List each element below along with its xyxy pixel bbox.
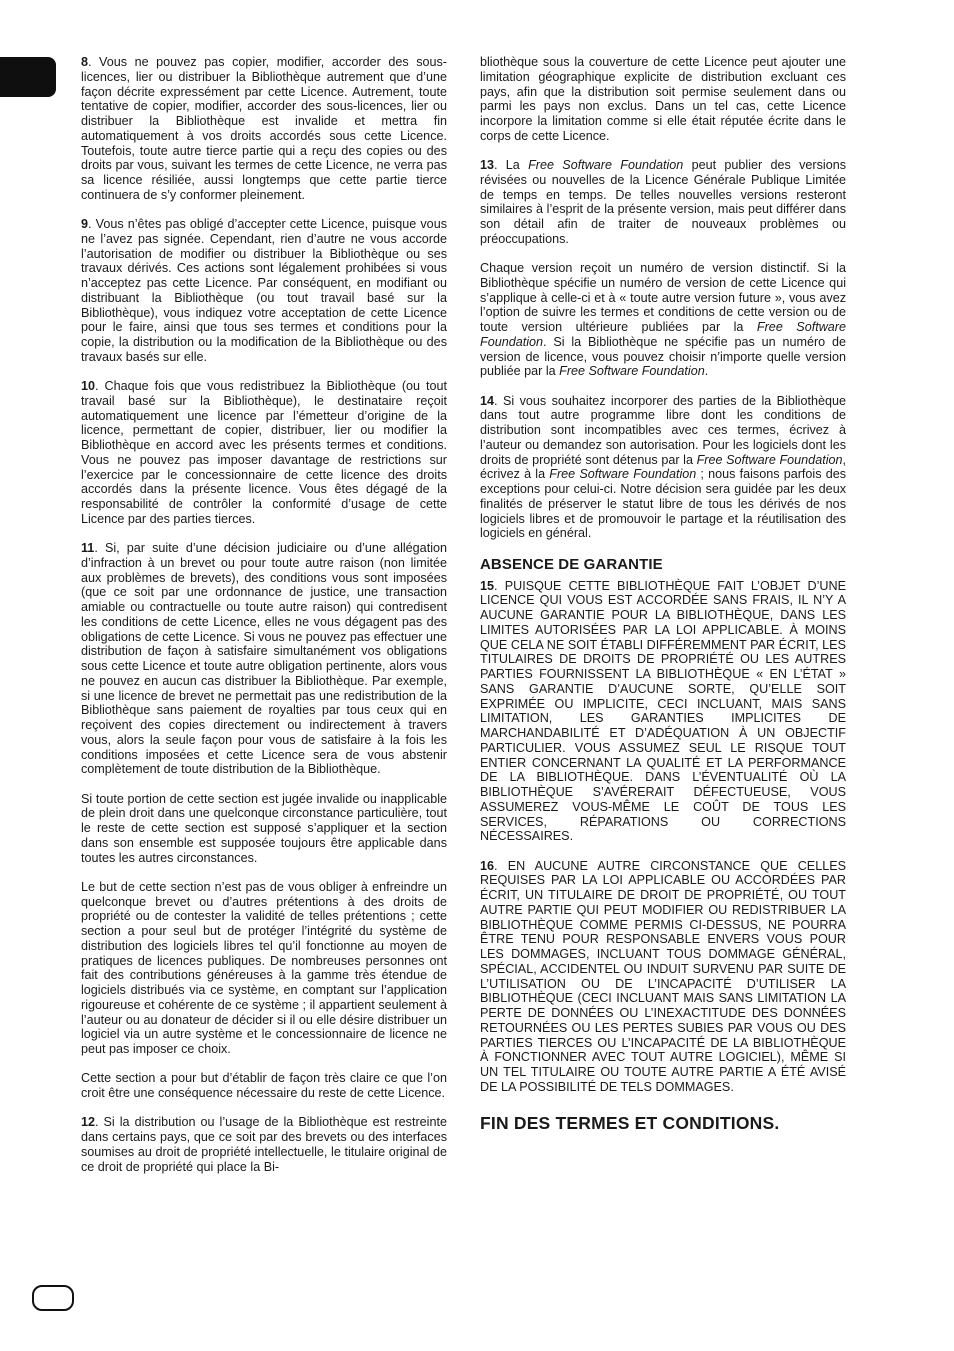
section-text: . Si la distribution ou l’usage de la Bibliothèque est restreinte dans certains pays, que ce soit par des brevets ou des interfaces soumises au droit de propriété intellectuelle, le titulaire original de ce droit de propriété qui place la Bi- bbox=[81, 1115, 447, 1174]
fsf-name: Free Software Foundation bbox=[528, 158, 684, 172]
section-text: . Vous n’êtes pas obligé d’accepter cette Licence, puisque vous ne l’avez pas signée. Cependant, rien d’autre ne vous accorde l’autorisation de modifier ou distribuer la Bibliothèque ou ses travaux dérivés. Ces actions sont légalement prohibées si vous n’acceptez pas cette Licence. Par conséquent, en modifiant ou distribuant la Bibliothèque (ou tout travail basé sur la Bibliothèque), vous indiquez votre acceptation de cette Licence pour le faire, ainsi que tous ses termes et conditions pour la copie, la distribution ou la modification de la Bibliothèque ou des travaux basés sur elle. bbox=[81, 217, 447, 364]
paragraph-text: Chaque version reçoit un numéro de version distinctif. Si la Bibliothèque spécifie un numéro de version de cette Licence qui s’applique à celle-ci et à « toute autre version future », vous avez l’option de suivre les termes et conditions de cette version ou de toute version ultérieure publiées par la bbox=[480, 261, 846, 334]
section-14 bbox=[480, 394, 846, 542]
paragraph-clarification: Cette section a pour but d’établir de façon très claire ce que l’on croit être une conséquence nécessaire du reste de cette Licence. bbox=[81, 1071, 447, 1100]
paragraph-text: . bbox=[704, 364, 709, 379]
section-number: 11 bbox=[81, 541, 95, 555]
section-15 bbox=[480, 579, 846, 845]
paragraph-version bbox=[480, 261, 846, 379]
section-tab bbox=[0, 57, 56, 97]
fsf-name: Free Software Foundation bbox=[696, 452, 843, 467]
section-text: . EN AUCUNE AUTRE CIRCONSTANCE QUE CELLES REQUISES PAR LA LOI APPLICABLE OU ACCORDÉES PAR ÉCRIT, UN TITULAIRE DE DROIT DE PROPRIÉTÉ, OU TOUT AUTRE PARTIE QUI PEUT MODIFIER OU REDISTRIBUER LA BIBLIOTHÈQUE COMME PERMIS CI-DESSUS, NE POURRA ÊTRE TENU POUR RESPONSABLE ENVERS VOUS POUR LES DOMMAGES, INCLUANT TOUS DOMMAGE GÉNÉRAL, SPÉCIAL, ACCIDENTEL OU INDUIT SURVENU PAR SUITE DE L’UTILISATION OU DE L’INCAPACITÉ D’UTILISER LA BIBLIOTHÈQUE (CECI INCLUANT MAIS SANS LIMITATION LA PERTE DE DONNÉES OU L’INEXACTITUDE DES DONNÉES RETOURNÉES OU LES PERTES SUBIES PAR VOUS OU DES PARTIES TIERCES OU L’INCAPACITÉ DE LA BIBLIOTHÈQUE À FONCTIONNER AVEC TOUT AUTRE LOGICIEL), MÊME SI UN TEL TITULAIRE OU TOUTE AUTRE PARTIE A ÉTÉ AVISÉ DE LA POSSIBILITÉ DE TELS DOMMAGES. bbox=[480, 858, 846, 1094]
section-8 bbox=[81, 55, 447, 203]
section-number: 8 bbox=[81, 55, 89, 69]
section-text: peut publier des versions révisées ou nouvelles de la Licence Générale Publique Limitée de temps en temps. De telles nouvelles versions resteront similaires à l’esprit de la présente version, mais peut différer dans son détail afin de traiter de nouveaux problèmes ou préoccupations. bbox=[480, 158, 846, 246]
paragraph-invalidity: Si toute portion de cette section est jugée invalide ou inapplicable de plein droit dans une quelconque circonstance particulière, tout le reste de cette section est supposé s’appliquer et la section dans son ensemble est supposée toujours être applicable dans toutes les autres circonstances. bbox=[81, 791, 447, 865]
page-number-marker bbox=[32, 1285, 74, 1311]
section-13 bbox=[480, 158, 846, 247]
paragraph-purpose: Le but de cette section n’est pas de vous obliger à enfreindre un quelconque brevet ou d’autres prétentions à des droits de propriété ou de contester la validité de telles prétentions ; cette section a pour seul but de protéger l’intégrité du système de distribution des logiciels libres tel qu’il fonctionne au moyen de pratiques de licences publiques. De nombreuses personnes ont fait des contributions généreuses à la gamme très étendue de logiciels distribués via ce système, en comptant sur l’application rigoureuse et cohérente de ce système ; il appartient seulement à l’auteur ou au donateur de décider si il ou elle désire distribuer un logiciel via un autre système et le concessionnaire de licence ne peut pas imposer ce choix. bbox=[81, 879, 447, 1056]
section-11 bbox=[81, 541, 447, 777]
section-number: 16 bbox=[480, 858, 495, 873]
section-12 bbox=[81, 1115, 447, 1174]
section-text: . Vous ne pouvez pas copier, modifier, accorder des sous-licences, lier ou distribuer la Bibliothèque autrement que d’une façon décrite expressément par cette Licence. Autrement, toute tentative de copier, modifier, accorder des sous-licences, lier ou distribuer la Bibliothèque est invalide et mettra fin automatiquement à vos droits accordés sous cette Licence. Toutefois, toute autre tierce partie qui a reçu des copies ou des droits par vous, suivant les termes de cette Licence, ne verra pas sa licence résiliée, aussi longtemps que cette partie tierce continuera de s’y conformer pleinement. bbox=[81, 55, 447, 202]
fsf-name: Free Software Foundation bbox=[559, 364, 705, 379]
section-12-continued: bliothèque sous la couverture de cette Licence peut ajouter une limitation géographique explicite de distribution excluant ces pays, afin que la distribution soit permise seulement dans ou parmi les pays non exclus. Dans un tel cas, cette Licence incorpore la limitation comme si elle était réputée écrite dans le corps de cette Licence. bbox=[480, 55, 846, 143]
section-number: 10 bbox=[81, 379, 96, 393]
section-text: . Si, par suite d’une décision judiciaire ou d’une allégation d’infraction à un brevet ou pour toute autre raison (non limitée aux problèmes de brevets), des conditions vous sont imposées (que ce soit par une ordonnance de justice, une transaction amiable ou contractuelle ou toute autre raison) qui contredisent les conditions de cette Licence, elles ne vous dégagent pas des obligations de cette Licence. Si vous ne pouvez pas effectuer une distribution de façon à satisfaire simultanément vos obligations sous cette Licence et toute autre obligation pertinente, alors vous ne pouvez en aucun cas distribuer la Bibliothèque. Par exemple, si une licence de brevet ne permettait pas une redistribution de la Bibliothèque sans paiement de royalties par tous ceux qui en reçoivent des copies directement ou indirectement à travers vous, alors la seule façon pour vous de satisfaire à la fois les conditions imposées et cette Licence sera de vous abstenir complètement de toute distribution de la Bibliothèque. bbox=[81, 541, 447, 777]
section-number: 14 bbox=[480, 393, 495, 408]
section-10 bbox=[81, 379, 447, 527]
paragraph-text: . Si la Bibliothèque ne spécifie pas un numéro de version de licence, vous pouvez choisir n’importe quelle version publiée par la bbox=[480, 334, 846, 379]
section-text: . Si vous souhaitez incorporer des parties de la Bibliothèque dans tout autre programme libre dont les conditions de distribution sont incompatibles avec ces termes, écrivez à l’auteur ou demandez son autorisation. Pour les logiciels dont les droits de propriété sont détenus par la bbox=[480, 393, 846, 467]
end-of-terms-heading: FIN DES TERMES ET CONDITIONS. bbox=[480, 1112, 780, 1133]
fsf-name: Free Software Foundation bbox=[549, 467, 697, 482]
section-text: . PUISQUE CETTE BIBLIOTHÈQUE FAIT L’OBJET D’UNE LICENCE QUI VOUS EST ACCORDÉE SANS FRAIS, IL N’Y A AUCUNE GARANTIE POUR LA BIBLIOTHÈQUE, DANS LES LIMITES AUTORISÉES PAR LA LOI APPLICABLE. À MOINS QUE CELA NE SOIT ÉTABLI DIFFÉREMMENT PAR ÉCRIT, LES TITULAIRES DE DROITS DE PROPRIÉTÉ OU LES AUTRES PARTIES FOURNISSENT LA BIBLIOTHÈQUE « EN L’ÉTAT » SANS GARANTIE D’AUCUNE SORTE, QU’ELLE SOIT EXPRIMÉE OU IMPLICITE, CECI INCLUANT, MAIS SANS LIMITATION, LES GARANTIES IMPLICITES DE MARCHANDABILITÉ ET D’ADÉQUATION À UN OBJECTIF PARTICULIER. VOUS ASSUMEZ SEUL LE RISQUE TOUT ENTIER CONCERNANT LA QUALITÉ ET LA PERFORMANCE DE LA BIBLIOTHÈQUE. DANS L’ÉVENTUALITÉ OÙ LA BIBLIOTHÈQUE S’AVÉRERAIT DÉFECTUEUSE, VOUS ASSUMEREZ VOUS-MÊME LE COÛT DE TOUS LES SERVICES, RÉPARATIONS OU CORRECTIONS NÉCESSAIRES. bbox=[480, 578, 846, 844]
fsf-name: Free Software Foundation bbox=[480, 320, 846, 349]
section-text: , écrivez à la bbox=[480, 452, 846, 482]
section-text: ; nous faisons parfois des exceptions pour celui-ci. Notre décision sera guidée par les deux finalités de préserver le statut libre de tous les dérivés de nos logiciels libres et de promouvoir le partage et la réutilisation des logiciels en général. bbox=[480, 467, 846, 541]
section-16 bbox=[480, 859, 846, 1095]
section-number: 15 bbox=[480, 578, 495, 593]
right-column bbox=[480, 55, 846, 1134]
section-number: 13 bbox=[480, 158, 495, 172]
section-number: 12 bbox=[81, 1115, 96, 1130]
left-column bbox=[81, 55, 447, 1174]
section-9 bbox=[81, 217, 447, 365]
warranty-heading: ABSENCE DE GARANTIE bbox=[480, 555, 663, 573]
section-text: . La bbox=[494, 158, 529, 172]
section-text: . Chaque fois que vous redistribuez la Bibliothèque (ou tout travail basé sur la Bibliothèque), le destinataire reçoit automatiquement une licence par l’émetteur d’origine de la licence, permettant de copier, distribuer, lier ou modifier la Bibliothèque en accord avec les présents termes et conditions. Vous ne pouvez pas imposer davantage de restrictions sur l’exercice par le concessionnaire de cette licence des droits accordés dans la présente licence. Vous êtes dégagé de la responsabilité de contrôler la conformité d’usage de cette Licence par des parties tierces. bbox=[81, 379, 447, 526]
section-number: 9 bbox=[81, 217, 89, 231]
